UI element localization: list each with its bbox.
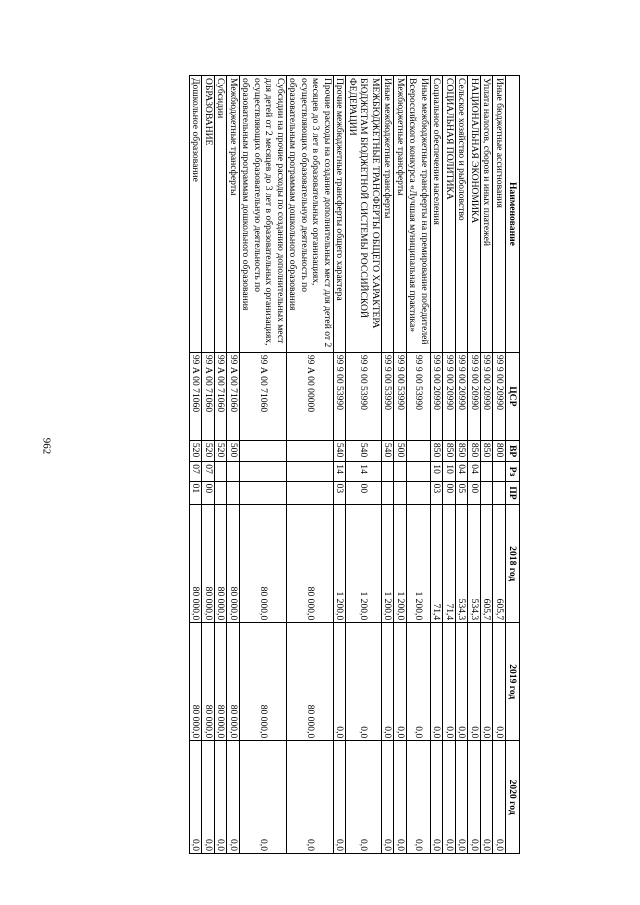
cell-csr: 99 А 00 71060	[227, 352, 240, 440]
cell-vr: 520	[190, 440, 203, 461]
cell-rz: 04	[468, 462, 481, 481]
table-row	[394, 76, 407, 854]
header-vr: ВР	[506, 440, 520, 461]
table-row	[493, 76, 506, 854]
cell-pr: 00	[202, 481, 215, 505]
table-row	[202, 76, 215, 854]
cell-pr: 00	[468, 481, 481, 505]
cell-name: МЕЖБЮДЖЕТНЫЕ ТРАНСФЕРТЫ ОБЩЕГО ХАРАКТЕРА БЮДЖЕТАМ БЮДЖЕТНОЙ СИСТЕМЫ РОССИЙСКОЙ ФЕДЕРАЦИИ	[346, 76, 382, 353]
cell-vr: 850	[431, 440, 444, 461]
cell-name: Субсидии на прочие расходы по созданию дополнительных мест для детей от 2 месяцев до 3 лет в образовательных организациях, осуществляющих образовательную деятельность по образовательным программам дошкольного образования	[240, 76, 287, 353]
cell-vr: 540	[382, 440, 395, 461]
cell-2018: 534,3	[456, 505, 469, 623]
cell-2018: 71,4	[431, 505, 444, 623]
cell-vr: 500	[394, 440, 407, 461]
cell-pr	[481, 481, 494, 505]
cell-csr: 99 9 00 20990	[431, 352, 444, 440]
cell-rz	[394, 462, 407, 481]
cell-rz	[240, 462, 287, 481]
cell-2018: 71,4	[443, 505, 456, 623]
cell-name: Субсидии	[215, 76, 228, 353]
cell-csr: 99 9 00 20990	[443, 352, 456, 440]
table-row	[334, 76, 347, 854]
cell-vr: 850	[468, 440, 481, 461]
cell-2019: 80 000,0	[202, 623, 215, 741]
cell-name: Иные межбюджетные трансферты	[382, 76, 395, 353]
cell-rz: 10	[443, 462, 456, 481]
table-row	[190, 76, 203, 854]
cell-rz	[215, 462, 228, 481]
cell-vr	[240, 440, 287, 461]
cell-2019: 80 000,0	[215, 623, 228, 741]
cell-name: Прочие расходы на создание дополнительных мест для детей от 2 месяцев до 3 лет в образовательных организациях, осуществляющих образовательную деятельность по образовательным программам дошкольного образования	[287, 76, 334, 353]
cell-vr: 850	[481, 440, 494, 461]
page-number: 962	[40, 437, 53, 455]
cell-pr	[382, 481, 395, 505]
budget-table	[189, 75, 520, 854]
table-row	[443, 76, 456, 854]
cell-pr	[215, 481, 228, 505]
cell-name: НАЦИОНАЛЬНАЯ ЭКОНОМИКА	[468, 76, 481, 353]
cell-2019: 0,0	[468, 623, 481, 741]
table-row	[346, 76, 382, 854]
cell-rz: 07	[190, 462, 203, 481]
cell-rz	[287, 462, 334, 481]
cell-pr	[394, 481, 407, 505]
cell-2020: 0,0	[240, 741, 287, 854]
cell-rz: 10	[431, 462, 444, 481]
cell-csr: 99 9 00 53990	[334, 352, 347, 440]
cell-pr	[240, 481, 287, 505]
cell-2019: 0,0	[456, 623, 469, 741]
cell-name: Социальное обеспечение населения	[431, 76, 444, 353]
cell-2019: 0,0	[334, 623, 347, 741]
cell-rz	[481, 462, 494, 481]
header-rz: Рз	[506, 462, 520, 481]
cell-rz: 14	[334, 462, 347, 481]
cell-pr: 00	[443, 481, 456, 505]
cell-csr: 99 А 00 71060	[240, 352, 287, 440]
header-2020: 2020 год	[506, 741, 520, 854]
header-row	[506, 76, 520, 854]
cell-2019: 0,0	[481, 623, 494, 741]
cell-2018: 1 200,0	[407, 505, 431, 623]
cell-2019: 80 000,0	[190, 623, 203, 741]
cell-vr: 520	[215, 440, 228, 461]
cell-2020: 0,0	[346, 741, 382, 854]
cell-rz: 14	[346, 462, 382, 481]
cell-2018: 80 000,0	[227, 505, 240, 623]
rotated-table-container	[88, 75, 520, 854]
table-row	[227, 76, 240, 854]
cell-rz	[493, 462, 506, 481]
cell-2018: 80 000,0	[202, 505, 215, 623]
cell-name: Уплата налогов, сборов и иных платежей	[481, 76, 494, 353]
cell-csr: 99 А 00 71060	[215, 352, 228, 440]
table-row	[456, 76, 469, 854]
cell-csr: 99 А 00 71060	[190, 352, 203, 440]
cell-name: Прочие межбюджетные трансферты общего характера	[334, 76, 347, 353]
cell-2018: 534,3	[468, 505, 481, 623]
cell-csr: 99 9 00 53990	[394, 352, 407, 440]
cell-name: Сельское хозяйство и рыболовство	[456, 76, 469, 353]
table-row	[431, 76, 444, 854]
cell-2019: 0,0	[493, 623, 506, 741]
cell-2019: 0,0	[407, 623, 431, 741]
cell-csr: 99 9 00 20990	[481, 352, 494, 440]
table-row	[407, 76, 431, 854]
cell-vr: 800	[493, 440, 506, 461]
cell-2018: 80 000,0	[287, 505, 334, 623]
cell-pr	[493, 481, 506, 505]
cell-2020: 0,0	[493, 741, 506, 854]
header-name: Наименование	[506, 76, 520, 353]
cell-vr: 850	[443, 440, 456, 461]
cell-name: Иные бюджетные ассигнования	[493, 76, 506, 353]
cell-name: ОБРАЗОВАНИЕ	[202, 76, 215, 353]
cell-vr	[287, 440, 334, 461]
cell-2018: 1 200,0	[382, 505, 395, 623]
cell-rz	[407, 462, 431, 481]
cell-csr: 99 9 00 20990	[456, 352, 469, 440]
cell-vr: 540	[334, 440, 347, 461]
cell-2019: 0,0	[443, 623, 456, 741]
cell-rz	[227, 462, 240, 481]
table-row	[215, 76, 228, 854]
table-row	[481, 76, 494, 854]
cell-2018: 1 200,0	[394, 505, 407, 623]
cell-pr	[287, 481, 334, 505]
cell-vr: 540	[346, 440, 382, 461]
cell-vr: 520	[202, 440, 215, 461]
cell-2018: 80 000,0	[240, 505, 287, 623]
cell-2020: 0,0	[407, 741, 431, 854]
cell-2020: 0,0	[431, 741, 444, 854]
cell-pr: 05	[456, 481, 469, 505]
cell-name: СОЦИАЛЬНАЯ ПОЛИТИКА	[443, 76, 456, 353]
cell-2018: 80 000,0	[190, 505, 203, 623]
cell-2019: 0,0	[394, 623, 407, 741]
cell-name: Дошкольное образование	[190, 76, 203, 353]
header-2019: 2019 год	[506, 623, 520, 741]
cell-2019: 80 000,0	[287, 623, 334, 741]
cell-2019: 0,0	[346, 623, 382, 741]
cell-vr: 500	[227, 440, 240, 461]
cell-2020: 0,0	[456, 741, 469, 854]
cell-csr: 99 9 00 53990	[407, 352, 431, 440]
cell-rz	[382, 462, 395, 481]
cell-csr: 99 9 00 53990	[382, 352, 395, 440]
cell-2018: 605,7	[493, 505, 506, 623]
budget-table-sheet	[88, 75, 520, 854]
cell-2020: 0,0	[394, 741, 407, 854]
table-row	[382, 76, 395, 854]
cell-2020: 0,0	[481, 741, 494, 854]
cell-2019: 0,0	[431, 623, 444, 741]
cell-2018: 1 200,0	[346, 505, 382, 623]
header-2018: 2018 год	[506, 505, 520, 623]
cell-csr: 99 А 00 00000	[287, 352, 334, 440]
table-row	[240, 76, 287, 854]
cell-pr: 00	[346, 481, 382, 505]
cell-2019: 80 000,0	[240, 623, 287, 741]
cell-2018: 80 000,0	[215, 505, 228, 623]
cell-name: Межбюджетные трансферты	[227, 76, 240, 353]
cell-2020: 0,0	[215, 741, 228, 854]
table-row	[468, 76, 481, 854]
cell-csr: 99 9 00 20990	[493, 352, 506, 440]
cell-pr	[227, 481, 240, 505]
cell-csr: 99 9 00 20990	[468, 352, 481, 440]
cell-2020: 0,0	[382, 741, 395, 854]
cell-pr	[407, 481, 431, 505]
cell-csr: 99 А 00 71060	[202, 352, 215, 440]
cell-2019: 0,0	[382, 623, 395, 741]
cell-pr: 03	[334, 481, 347, 505]
cell-2018: 605,7	[481, 505, 494, 623]
header-pr: ПР	[506, 481, 520, 505]
cell-rz: 07	[202, 462, 215, 481]
cell-name: Иные межбюджетные трансферты на премирование победителей Всероссийского конкурса «Лучшая муниципальная практика»	[407, 76, 431, 353]
header-csr: ЦСР	[506, 352, 520, 440]
cell-2020: 0,0	[468, 741, 481, 854]
cell-2020: 0,0	[334, 741, 347, 854]
cell-2018: 1 200,0	[334, 505, 347, 623]
cell-vr: 850	[456, 440, 469, 461]
cell-2020: 0,0	[190, 741, 203, 854]
cell-csr: 99 9 00 53990	[346, 352, 382, 440]
cell-name: Межбюджетные трансферты	[394, 76, 407, 353]
cell-2019: 80 000,0	[227, 623, 240, 741]
table-row	[287, 76, 334, 854]
cell-2020: 0,0	[202, 741, 215, 854]
cell-2020: 0,0	[227, 741, 240, 854]
cell-2020: 0,0	[287, 741, 334, 854]
cell-vr	[407, 440, 431, 461]
cell-pr: 03	[431, 481, 444, 505]
cell-pr: 01	[190, 481, 203, 505]
cell-2020: 0,0	[443, 741, 456, 854]
cell-rz: 04	[456, 462, 469, 481]
